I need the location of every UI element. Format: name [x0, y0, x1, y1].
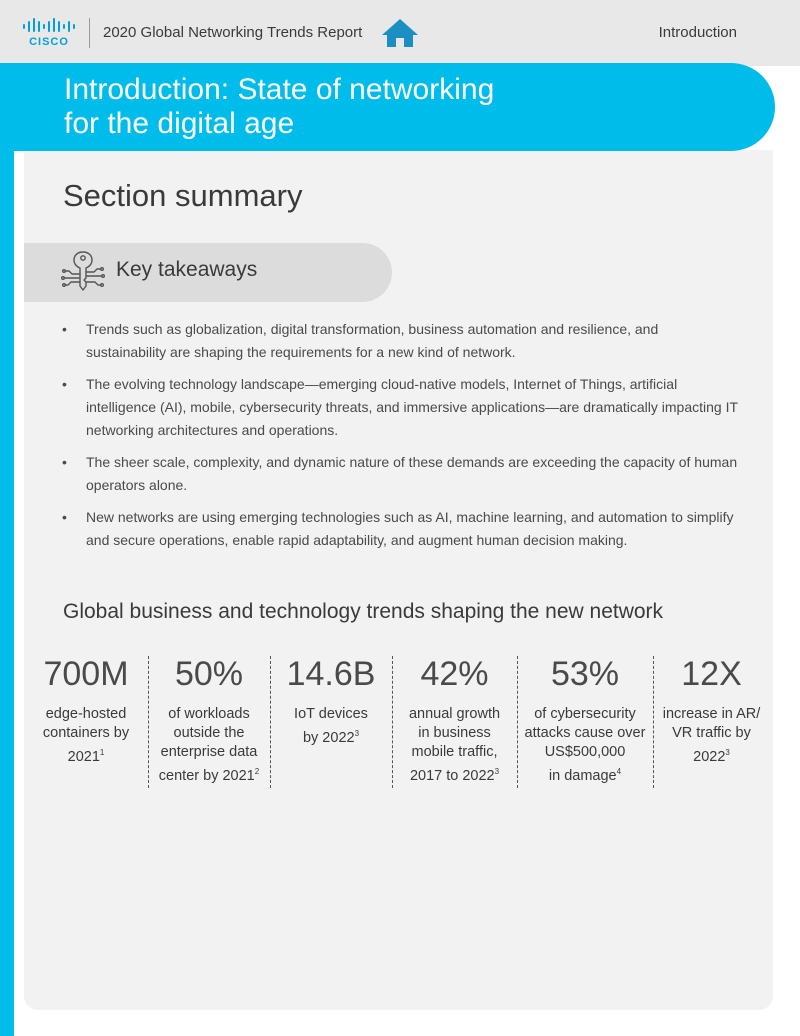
- takeaway-text: The evolving technology landscape—emerging cloud-native models, Internet of Things, artificial intelligence (AI), mobile, cybersecurity threats, and immersive applications—are dramatically impacting IT networking architectures and operations.: [86, 376, 738, 438]
- takeaway-text: New networks are using emerging technologies such as AI, machine learning, and automation to simplify and secure operations, enable rapid adaptability, and augment human decision making.: [86, 509, 734, 548]
- key-circuit-icon: [60, 248, 106, 296]
- list-item: [62, 451, 742, 497]
- stat-description: [655, 705, 768, 767]
- footnote-ref: 3: [725, 748, 730, 757]
- list-item: [62, 318, 742, 364]
- stat-description: [24, 705, 148, 767]
- page-title-line1: Introduction: State of networking: [64, 73, 495, 106]
- stat-value: 700M: [43, 655, 129, 693]
- takeaway-text: Trends such as globalization, digital transformation, business automation and resilience, and sustainability are shaping the requirements for a new kind of network.: [86, 321, 659, 360]
- stat-description: [270, 705, 392, 748]
- bullet-icon: •: [62, 321, 67, 337]
- stat-mobile: [392, 652, 517, 786]
- stat-description: [517, 705, 653, 786]
- top-bar: [0, 0, 800, 66]
- key-takeaways-title: Key takeaways: [116, 258, 258, 281]
- bullet-icon: •: [62, 454, 67, 470]
- footnote-ref: 3: [494, 767, 500, 776]
- footnote-ref: 3: [354, 729, 360, 738]
- stat-divider: [653, 656, 654, 788]
- left-accent-bar: [0, 150, 14, 1036]
- stat-line: of workloads: [168, 706, 250, 722]
- stat-line: 2022: [693, 749, 726, 765]
- stat-value: 14.6B: [286, 655, 376, 693]
- home-icon[interactable]: [380, 17, 420, 49]
- stat-line: by 2022: [302, 730, 355, 746]
- stat-value: 53%: [550, 655, 620, 693]
- trends-heading: Global business and technology trends shaping the new network: [63, 600, 664, 623]
- page-title: [64, 73, 624, 141]
- footnote-ref: 2: [254, 767, 260, 776]
- stat-line: US$500,000: [544, 744, 626, 760]
- cisco-bars-icon: [22, 18, 76, 32]
- stat-ar-vr: [655, 652, 768, 767]
- stat-cybersecurity: [517, 652, 653, 786]
- report-title: 2020 Global Networking Trends Report: [103, 24, 363, 41]
- stat-line: mobile traffic,: [411, 744, 498, 760]
- stat-line: in business: [418, 725, 491, 741]
- stat-description: [392, 705, 517, 786]
- stat-workloads: [148, 652, 270, 786]
- stat-description: [148, 705, 270, 786]
- stat-line: 2017 to 2022: [409, 768, 495, 784]
- stat-iot: [270, 652, 392, 748]
- page-title-line2: for the digital age: [64, 107, 295, 140]
- stat-line: annual growth: [408, 706, 501, 722]
- stat-line: containers by: [42, 725, 130, 741]
- stat-line: center by 2021: [158, 768, 255, 784]
- stat-line: edge-hosted: [45, 706, 127, 722]
- stat-line: of cybersecurity: [534, 706, 636, 722]
- takeaways-list: [62, 318, 742, 561]
- section-link-introduction[interactable]: Introduction: [658, 24, 737, 41]
- stat-line: in damage: [548, 768, 617, 784]
- stat-line: enterprise data: [160, 744, 258, 760]
- list-item: [62, 506, 742, 552]
- list-item: [62, 373, 742, 442]
- stats-row: [24, 652, 773, 792]
- footnote-ref: 4: [616, 767, 622, 776]
- header-divider: [89, 18, 90, 48]
- stat-line: VR traffic by: [672, 725, 751, 741]
- takeaway-text: The sheer scale, complexity, and dynamic nature of these demands are exceeding the capacity of human operators alone.: [86, 454, 738, 493]
- stat-line: outside the: [173, 725, 245, 741]
- stat-containers: [24, 652, 148, 767]
- stat-value: 42%: [420, 655, 489, 693]
- brand-name: CISCO: [29, 36, 69, 48]
- footnote-ref: 1: [99, 748, 105, 757]
- stat-value: 50%: [174, 655, 244, 693]
- stat-line: IoT devices: [294, 706, 368, 722]
- stat-line: attacks cause over: [524, 725, 646, 741]
- stat-line: 2021: [67, 749, 100, 765]
- cisco-logo[interactable]: [22, 18, 76, 48]
- bullet-icon: •: [62, 509, 67, 525]
- stat-line: increase in AR/: [662, 706, 761, 722]
- section-summary-heading: Section summary: [63, 178, 303, 213]
- hero-banner: [0, 63, 775, 151]
- bullet-icon: •: [62, 376, 67, 392]
- stat-value: 12X: [681, 655, 742, 693]
